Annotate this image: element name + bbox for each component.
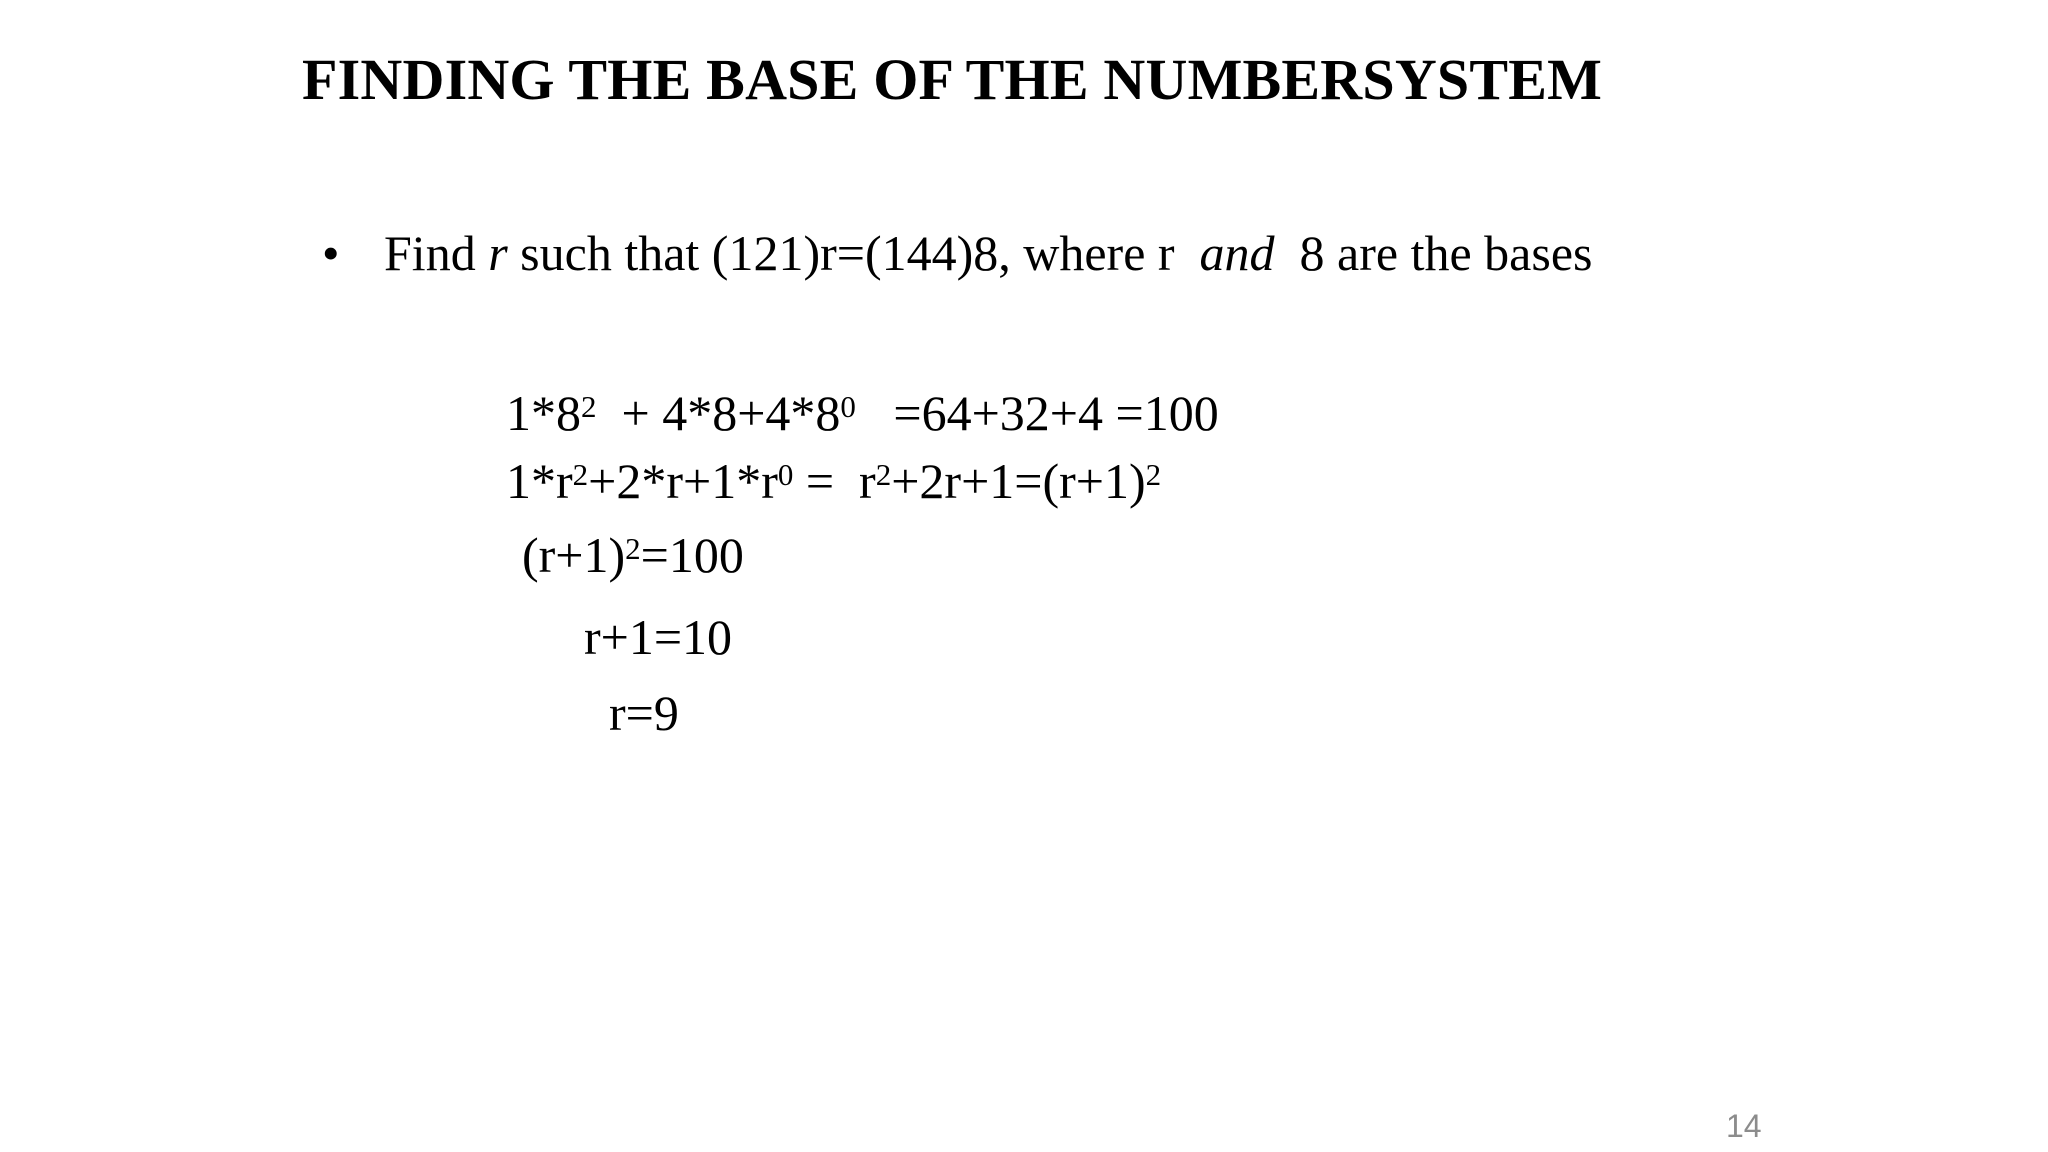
equation-text: =100 [640, 527, 744, 583]
bullet-text-part: such that (121)r=(144)8, where r [507, 225, 1200, 281]
bullet-icon: • [322, 225, 340, 281]
slide-title: FINDING THE BASE OF THE NUMBERSYSTEM [302, 47, 1603, 112]
bullet-text-italic-and: and [1199, 225, 1275, 281]
equation-text: = r [793, 453, 876, 509]
equation-line-1 [506, 384, 1219, 442]
equation-exponent: 2 [581, 389, 597, 424]
equation-text: 1*8 [506, 385, 581, 441]
bullet-text [384, 225, 1592, 281]
bullet-item [322, 224, 1592, 282]
equation-line-4: r+1=10 [584, 609, 733, 665]
bullet-text-part: Find [384, 225, 489, 281]
equation-text: +2r+1=(r+1) [891, 453, 1146, 509]
bullet-text-part: 8 are the bases [1274, 225, 1593, 281]
equation-exponent: 2 [625, 531, 641, 566]
equation-text: =64+32+4 =100 [855, 385, 1219, 441]
equation-exponent: 2 [1145, 457, 1162, 492]
bullet-text-italic-r: r [488, 225, 508, 281]
equation-exponent: 2 [875, 457, 892, 492]
page-number: 14 [1726, 1108, 1762, 1144]
equation-line-2 [506, 452, 1161, 510]
equation-line-3 [522, 526, 744, 584]
equation-text: + 4*8+4*8 [596, 385, 841, 441]
equation-line-5: r=9 [609, 685, 679, 741]
equation-exponent: 0 [840, 389, 856, 424]
equation-text: +2*r+1*r [588, 453, 778, 509]
equation-exponent: 2 [572, 457, 589, 492]
equation-text: 1*r [506, 453, 573, 509]
equation-exponent: 0 [777, 457, 794, 492]
equation-text: (r+1) [522, 527, 626, 583]
